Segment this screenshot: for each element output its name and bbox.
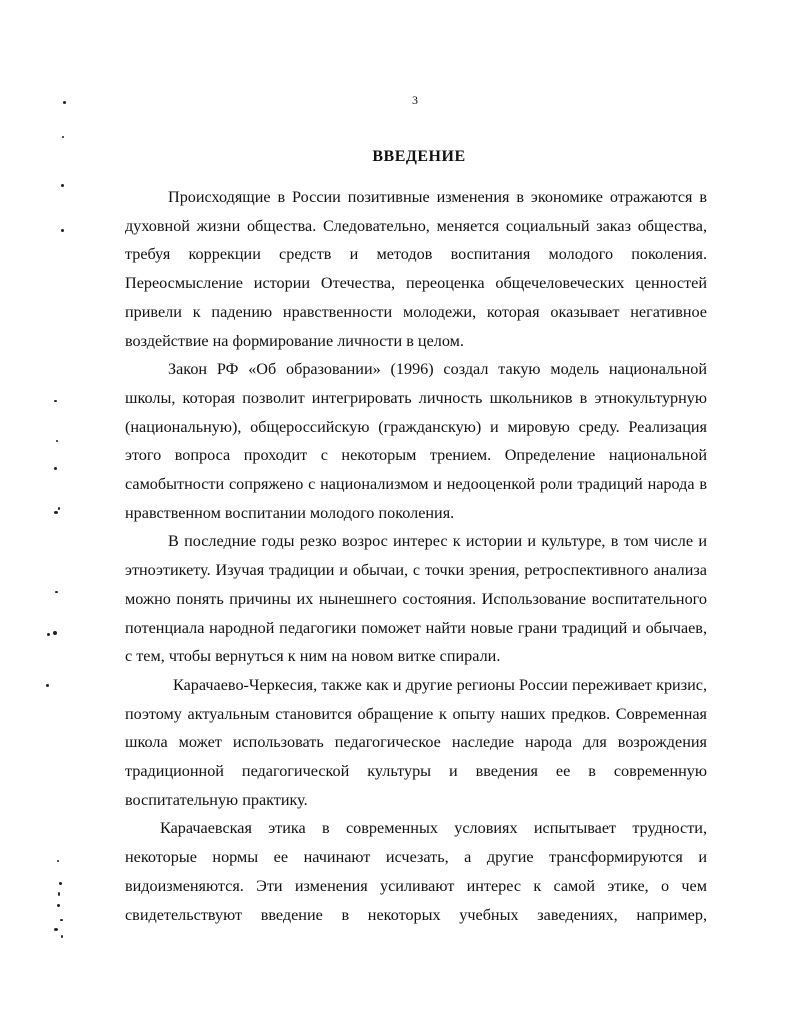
scan-speck	[61, 229, 64, 232]
scan-speck	[54, 511, 58, 514]
scan-speck	[56, 440, 58, 442]
scan-speck	[62, 136, 64, 138]
body-text	[125, 183, 707, 929]
scan-speck	[58, 892, 60, 896]
scan-speck	[55, 591, 58, 593]
scan-speck	[58, 507, 60, 510]
scan-speck	[53, 631, 57, 635]
scan-speck	[54, 928, 58, 931]
paragraph-3: В последние годы резко возрос интерес к истории и культуре, в том числе и этноэтикету. Изучая традиции и обычаи, с точки зрения, ретроспективного анализа можно понять причины их нынешнего состояния. Использование воспитательного потенциала народной педагогики поможет найти новые грани традиций и обычаев, с тем, чтобы вернуться к ним на новом витке спирали.	[125, 532, 707, 666]
page-number: 3	[412, 93, 418, 107]
section-title: ВВЕДЕНИЕ	[372, 148, 466, 165]
paragraph-5: Карачаевская этика в современных условиях испытывает трудности, некоторые нормы ее начинают исчезать, а другие трансформируются и видоизменяются. Эти изменения усиливают интерес к самой этике, о чем свидетельствуют введение в некоторых учебных заведениях, например,	[125, 819, 707, 924]
paragraph-1: Происходящие в России позитивные изменения в экономике отражаются в духовной жизни общества. Следовательно, меняется социальный заказ общества, требуя коррекции средств и методов воспитания молодого поколения. Переосмысление истории Отечества, переоценка общечеловеческих ценностей привели к падению нравственности молодежи, которая оказывает негативное воздействие на формирование личности в целом.	[125, 188, 707, 350]
scan-speck	[57, 904, 60, 907]
scan-speck	[60, 919, 63, 921]
scan-speck	[46, 684, 49, 687]
scan-speck	[57, 860, 59, 862]
scan-speck	[63, 101, 66, 104]
scan-speck	[61, 184, 64, 187]
paragraph-2: Закон РФ «Об образовании» (1996) создал такую модель национальной школы, которая позволит интегрировать личность школьников в этнокультурную (национальную), общероссийскую (гражданскую) и мировую среду. Реализация этого вопроса проходит с некоторым трением. Определение национальной самобытности сопряжено с национализмом и недооценкой роли традиций народа в нравственном воспитании молодого поколения.	[125, 360, 707, 522]
scan-speck	[61, 935, 63, 938]
scan-speck	[54, 400, 57, 402]
paragraph-4: Карачаево-Черкесия, также как и другие регионы России переживает кризис, поэтому актуальным становится обращение к опыту наших предков. Современная школа может использовать педагогическое наследие народа для возрождения традиционной педагогической культуры и введения ее в современную воспитательную практику.	[125, 675, 707, 809]
scan-speck	[47, 633, 50, 636]
scan-speck	[54, 467, 57, 470]
scan-speck	[59, 882, 62, 885]
